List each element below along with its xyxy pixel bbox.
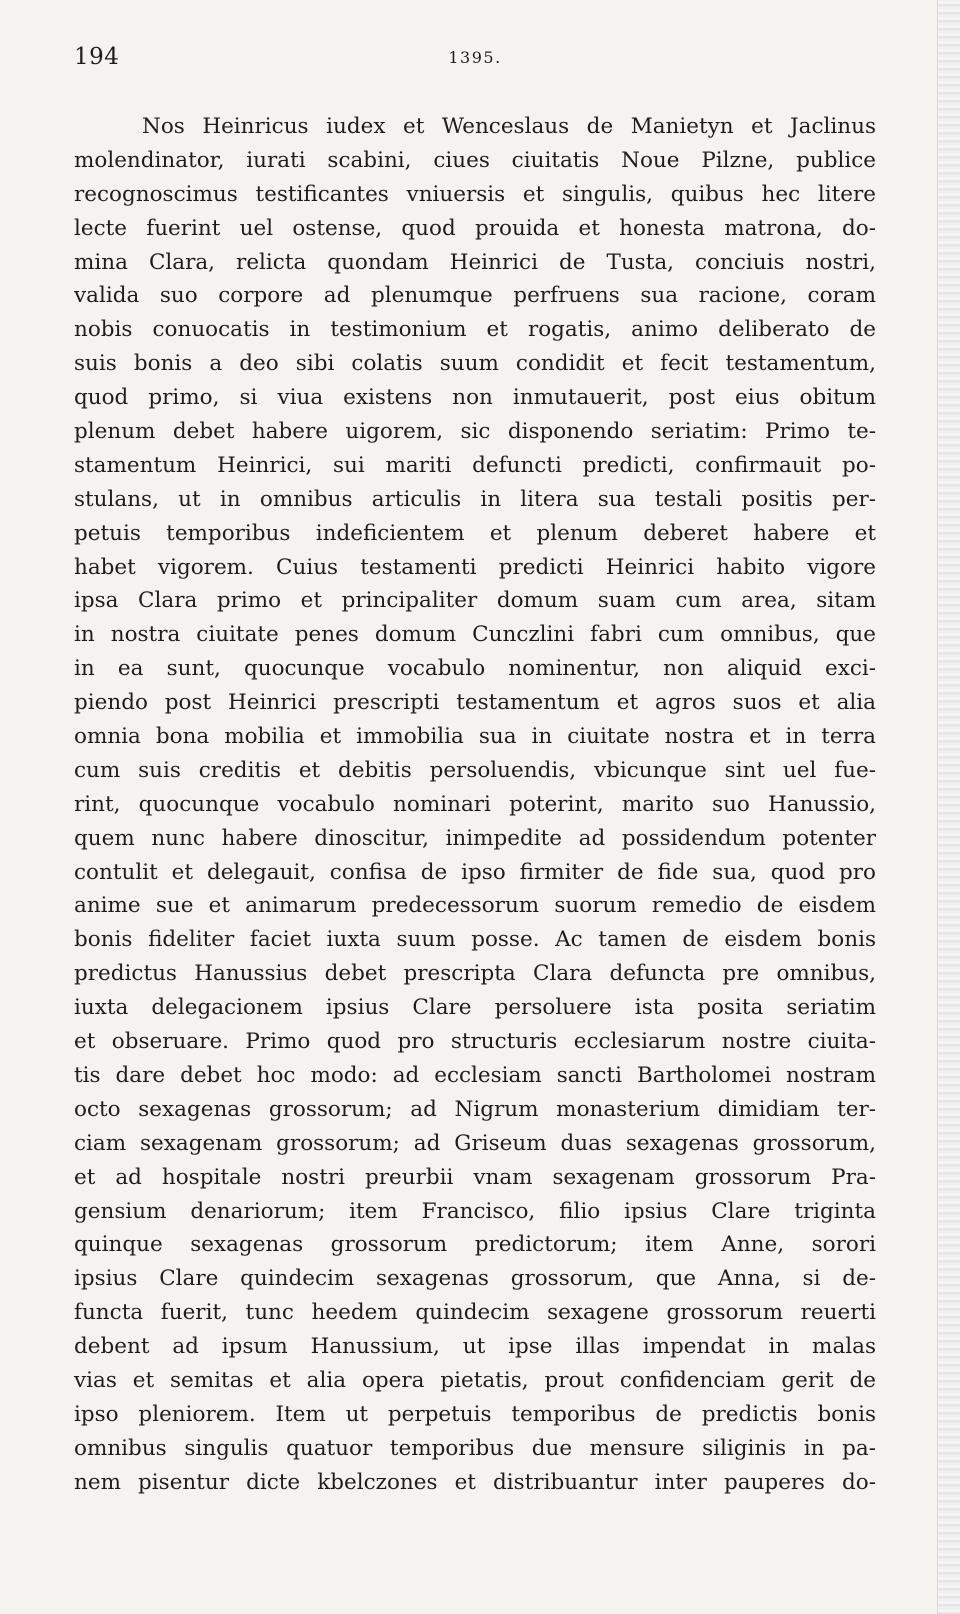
text-line: omnia bona mobilia et immobilia sua in ciuitate nostra et in terra bbox=[74, 724, 876, 750]
charter-text bbox=[74, 110, 876, 1500]
text-line: et ad hospitale nostri preurbii vnam sexagenam grossorum Pra- bbox=[74, 1164, 876, 1190]
text-line: in ea sunt, quocunque vocabulo nominentur, non aliquid exci- bbox=[74, 656, 876, 682]
text-line: valida suo corpore ad plenumque perfruens sua racione, coram bbox=[74, 283, 876, 309]
text-line: bonis fideliter faciet iuxta suum posse. Ac tamen de eisdem bonis bbox=[74, 927, 876, 953]
text-line: rint, quocunque vocabulo nominari poterint, marito suo Hanussio, bbox=[74, 791, 876, 817]
text-line: et obseruare. Primo quod pro structuris ecclesiarum nostre ciuita- bbox=[74, 1029, 876, 1055]
text-line: octo sexagenas grossorum; ad Nigrum monasterium dimidiam ter- bbox=[74, 1096, 876, 1122]
text-line: ciam sexagenam grossorum; ad Griseum duas sexagenas grossorum, bbox=[74, 1130, 876, 1156]
text-line: functa fuerit, tunc heedem quindecim sexagene grossorum reuerti bbox=[74, 1300, 876, 1326]
text-line: recognoscimus testificantes vniuersis et singulis, quibus hec litere bbox=[74, 181, 876, 207]
text-line: Nos Heinricus iudex et Wenceslaus de Manietyn et Jaclinus bbox=[142, 114, 876, 139]
text-line: quinque sexagenas grossorum predictorum; item Anne, sorori bbox=[74, 1232, 876, 1258]
text-line: petuis temporibus indeficientem et plenum deberet habere et bbox=[74, 520, 876, 546]
text-line: stamentum Heinrici, sui mariti defuncti predicti, confirmauit po- bbox=[74, 452, 876, 478]
text-line: piendo post Heinrici prescripti testamentum et agros suos et alia bbox=[74, 690, 876, 716]
text-line: mina Clara, relicta quondam Heinrici de Tusta, conciuis nostri, bbox=[74, 249, 876, 275]
text-line: contulit et delegauit, confisa de ipso firmiter de fide sua, quod pro bbox=[74, 859, 876, 885]
text-line: omnibus singulis quatuor temporibus due mensure siliginis in pa- bbox=[74, 1435, 876, 1461]
text-line: iuxta delegacionem ipsius Clare persoluere ista posita seriatim bbox=[74, 995, 876, 1021]
text-line: tis dare debet hoc modo: ad ecclesiam sancti Bartholomei nostram bbox=[74, 1062, 876, 1088]
running-head-year: 1395. bbox=[448, 48, 502, 67]
text-line: anime sue et animarum predecessorum suorum remedio de eisdem bbox=[74, 893, 876, 919]
text-line: quem nunc habere dinoscitur, inimpedite ad possidendum potenter bbox=[74, 825, 876, 851]
scanned-page-edge bbox=[938, 0, 960, 1614]
page-header bbox=[74, 44, 876, 76]
text-line: ipsa Clara primo et principaliter domum suam cum area, sitam bbox=[74, 588, 876, 614]
text-line: molendinator, iurati scabini, ciues ciuitatis Noue Pilzne, publice bbox=[74, 147, 876, 173]
text-line: ipso pleniorem. Item ut perpetuis temporibus de predictis bonis bbox=[74, 1401, 876, 1427]
text-line: cum suis creditis et debitis persoluendis, vbicunque sint uel fue- bbox=[74, 757, 876, 783]
text-line: suis bonis a deo sibi colatis suum condidit et fecit testamentum, bbox=[74, 351, 876, 377]
text-line: habet vigorem. Cuius testamenti predicti Heinrici habito vigore bbox=[74, 554, 876, 580]
text-line: stulans, ut in omnibus articulis in litera sua testali positis per- bbox=[74, 486, 876, 512]
text-line: vias et semitas et alia opera pietatis, prout confidenciam gerit de bbox=[74, 1367, 876, 1393]
text-line: nem pisentur dicte kbelczones et distribuantur inter pauperes do- bbox=[74, 1469, 876, 1495]
text-line: ipsius Clare quindecim sexagenas grossorum, que Anna, si de- bbox=[74, 1266, 876, 1292]
text-line: plenum debet habere uigorem, sic disponendo seriatim: Primo te- bbox=[74, 419, 876, 445]
text-line: lecte fuerint uel ostense, quod prouida et honesta matrona, do- bbox=[74, 215, 876, 241]
text-line: in nostra ciuitate penes domum Cunczlini fabri cum omnibus, que bbox=[74, 622, 876, 648]
text-line: quod primo, si viua existens non inmutauerit, post eius obitum bbox=[74, 385, 876, 411]
text-line: nobis conuocatis in testimonium et rogatis, animo deliberato de bbox=[74, 317, 876, 343]
text-line: debent ad ipsum Hanussium, ut ipse illas impendat in malas bbox=[74, 1334, 876, 1360]
text-line: gensium denariorum; item Francisco, filio ipsius Clare triginta bbox=[74, 1198, 876, 1224]
text-line: predictus Hanussius debet prescripta Clara defuncta pre omnibus, bbox=[74, 961, 876, 987]
page-number: 194 bbox=[74, 44, 120, 70]
